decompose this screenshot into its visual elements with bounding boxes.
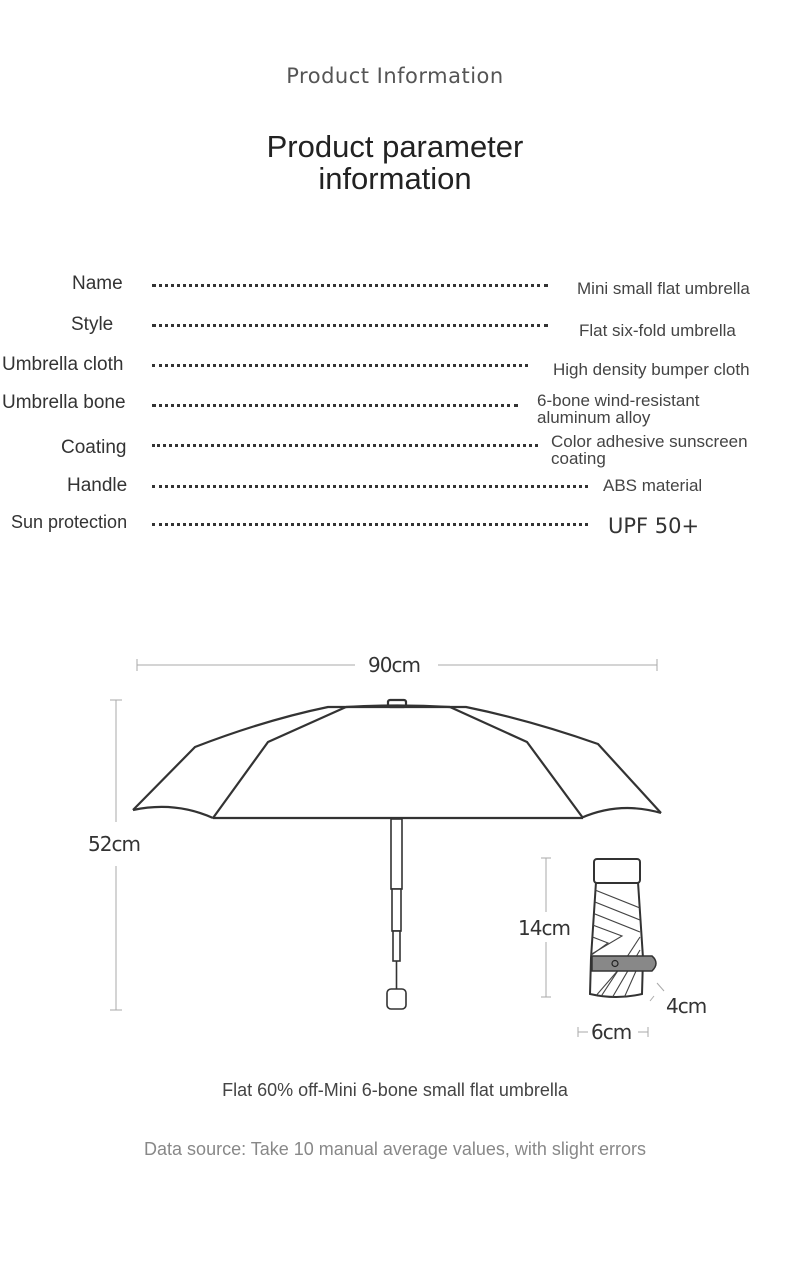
data-source-note: Data source: Take 10 manual average values, with slight errors <box>144 1139 646 1159</box>
param-label-coating: Coating <box>61 437 127 458</box>
param-value-sun-protection: UPF 50+ <box>608 514 700 538</box>
title-line-1: Product parameter <box>266 129 524 164</box>
section-subtitle: Product Information <box>286 64 504 88</box>
param-label-handle: Handle <box>67 475 128 496</box>
value-line-1: 6-bone wind-resistant <box>537 391 700 410</box>
folded-length-label: 14cm <box>518 916 570 940</box>
param-label-umbrella-bone: Umbrella bone <box>2 392 126 413</box>
width-dimension-label: 90cm <box>368 653 420 677</box>
value-line-2: aluminum alloy <box>537 408 651 427</box>
folded-umbrella-drawing <box>590 859 656 998</box>
open-umbrella-drawing <box>133 700 661 818</box>
folded-width-label: 6cm <box>591 1020 632 1044</box>
param-value-umbrella-cloth: High density bumper cloth <box>553 360 750 379</box>
param-value-handle: ABS material <box>603 476 703 495</box>
param-label-name: Name <box>72 273 123 294</box>
value-line-1: Color adhesive sunscreen <box>551 432 748 451</box>
product-caption: Flat 60% off-Mini 6-bone small flat umbrella <box>222 1080 568 1100</box>
value-line-2: coating <box>551 449 606 468</box>
umbrella-shaft <box>387 819 406 1009</box>
height-dimension-label: 52cm <box>88 832 140 856</box>
folded-depth-label: 4cm <box>666 994 707 1018</box>
param-label-umbrella-cloth: Umbrella cloth <box>2 354 124 375</box>
title-line-2: information <box>318 161 472 196</box>
param-label-style: Style <box>71 314 114 335</box>
dimension-lines <box>110 659 664 1037</box>
param-value-name: Mini small flat umbrella <box>577 279 750 298</box>
param-label-sun-protection: Sun protection <box>11 512 128 532</box>
param-value-style: Flat six-fold umbrella <box>579 321 736 340</box>
